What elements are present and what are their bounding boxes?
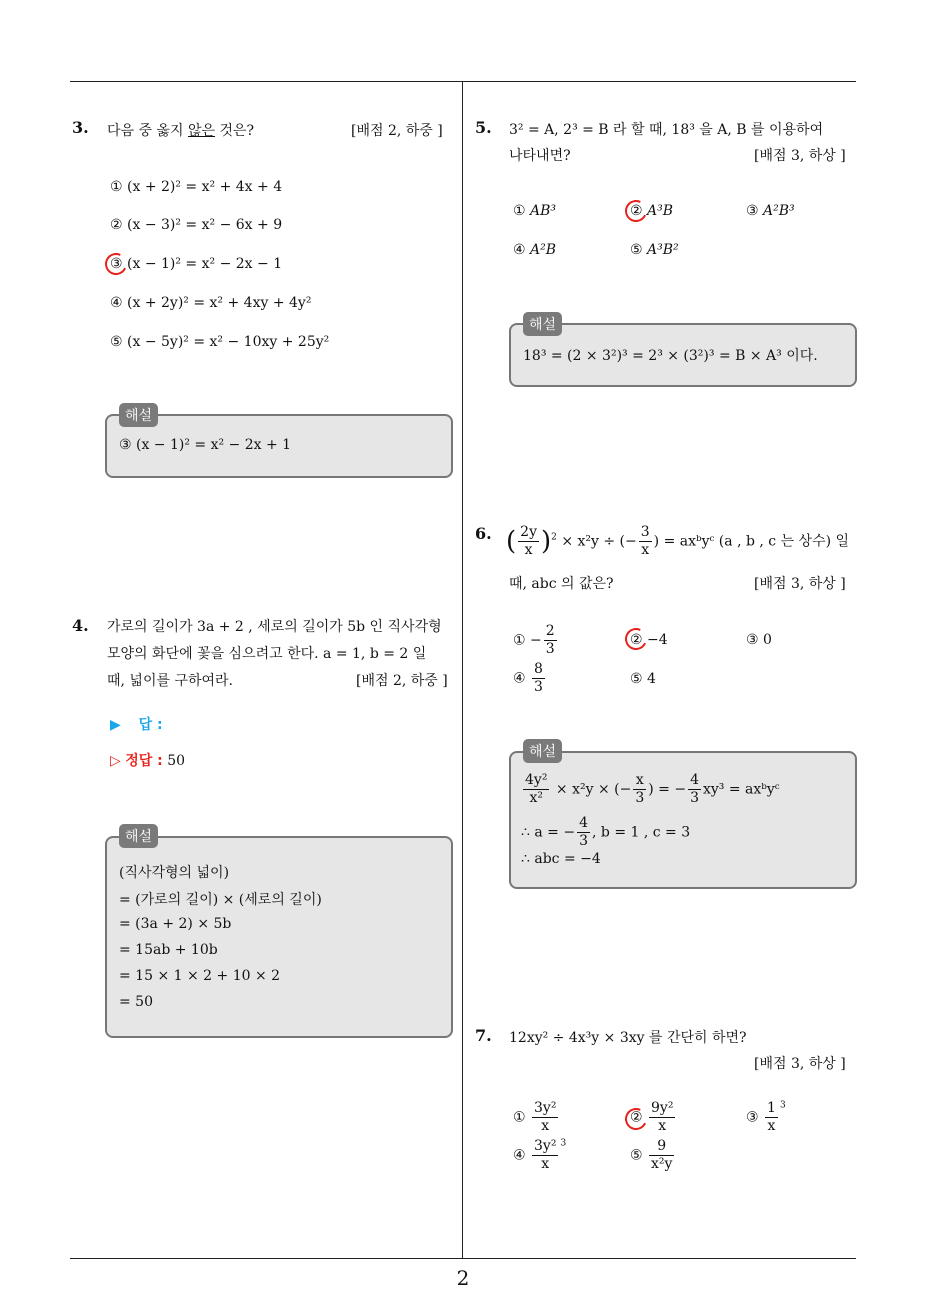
expression-part: × x²y × (−	[555, 781, 632, 798]
question-number: 6.	[475, 524, 492, 543]
choice-mark: ①	[513, 203, 526, 219]
fraction	[532, 1100, 558, 1135]
fraction-denominator: 3	[545, 641, 555, 657]
fraction	[577, 815, 590, 850]
fraction-denominator: x	[767, 1118, 776, 1134]
fraction-denominator: x²	[529, 790, 543, 806]
choice-expr: A³B	[647, 203, 674, 219]
fraction-denominator: x	[641, 542, 650, 558]
choice-mark: ①	[110, 179, 123, 195]
choice-mark: ④	[110, 295, 123, 311]
underlined-word: 않은	[187, 123, 216, 139]
expression-part: ∴ a = −	[521, 824, 576, 841]
question-line-2: 때, abc 의 값은?	[509, 576, 614, 592]
explanation-label: 해설	[523, 739, 562, 763]
choice-3[interactable]	[746, 203, 795, 219]
choice-expr: 4	[647, 671, 656, 687]
choice-mark: ④	[513, 670, 526, 687]
close-paren: )	[540, 526, 552, 557]
correct-value: 50	[167, 753, 186, 769]
fraction	[532, 661, 545, 696]
choice-2[interactable]	[630, 203, 673, 219]
choice-mark: ②	[630, 1109, 643, 1126]
explanation-line: = 15 × 1 × 2 + 10 × 2	[119, 968, 281, 984]
choice-2[interactable]	[630, 632, 668, 648]
explanation-label: 해설	[119, 824, 158, 848]
score-meta: [배점 2, 하중 ]	[351, 123, 443, 139]
fraction-numerator: 3	[640, 524, 650, 540]
fraction	[688, 772, 701, 807]
answer-row	[110, 714, 163, 734]
question-line-1	[506, 524, 849, 559]
question-number: 5.	[475, 118, 492, 137]
choice-expr: (x − 3)² = x² − 6x + 9	[127, 217, 283, 233]
choice-5[interactable]	[630, 242, 679, 258]
score-meta: [배점 3, 하상 ]	[754, 148, 846, 164]
expression-part: , b = 1 , c = 3	[592, 824, 691, 841]
fraction-numerator: 4y²	[525, 772, 548, 788]
explanation-line: = 50	[119, 994, 153, 1010]
choice-expr: A²B	[530, 242, 557, 258]
question-text-part: 것은?	[215, 123, 255, 139]
question-text: 12xy² ÷ 4x³y × 3xy 를 간단히 하면?	[509, 1030, 747, 1046]
explanation-line: = (3a + 2) × 5b	[119, 916, 232, 932]
choice-4[interactable]	[110, 295, 311, 311]
question-line-2: 나타내면?	[509, 148, 571, 164]
fraction-numerator: 3y²	[534, 1100, 557, 1116]
explanation-text: 18³ = (2 × 3²)³ = 2³ × (3²)³ = B × A³ 이다.	[523, 348, 818, 364]
answer-label: 답 :	[138, 717, 163, 733]
open-paren: (	[506, 526, 517, 557]
question-line-1: 가로의 길이가 3a + 2 , 세로의 길이가 5b 인 직사각형	[107, 619, 442, 635]
question-number: 4.	[72, 616, 89, 635]
choice-mark: ⑤	[630, 242, 643, 258]
fraction-denominator: x²y	[651, 1156, 673, 1172]
explanation-label: 해설	[119, 403, 158, 427]
choice-1[interactable]	[513, 203, 556, 219]
choice-3[interactable]	[110, 256, 282, 272]
fraction-denominator: x	[524, 542, 533, 558]
exponent: 3	[560, 1138, 567, 1149]
expression-part: ) = axᵇyᶜ (a , b , c 는 상수) 일	[653, 533, 850, 550]
choice-mark: ③	[746, 1109, 759, 1126]
choice-4[interactable]	[513, 242, 556, 258]
fraction	[518, 524, 539, 559]
explanation-label: 해설	[523, 312, 562, 336]
choice-mark: ③	[746, 203, 759, 219]
choice-mark: ④	[513, 242, 526, 258]
choice-1[interactable]	[110, 179, 282, 195]
fraction-numerator: 4	[690, 772, 699, 788]
choice-2[interactable]	[630, 1100, 677, 1135]
choice-4[interactable]	[513, 661, 547, 696]
choice-mark: ③	[110, 256, 123, 272]
fraction	[523, 772, 549, 807]
choice-mark: ⑤	[630, 1147, 643, 1164]
choice-mark: ①	[513, 1109, 526, 1126]
fraction-denominator: 3	[690, 790, 699, 806]
choice-expr: (x − 5y)² = x² − 10xy + 25y²	[127, 334, 330, 350]
question-text	[107, 120, 254, 140]
question-text-part: 다음 중 옳지	[107, 123, 188, 139]
choice-mark: ②	[110, 217, 123, 233]
fraction-denominator: x	[541, 1156, 550, 1172]
fraction	[639, 524, 652, 559]
minus-sign: −	[530, 632, 542, 649]
choice-1[interactable]	[513, 1100, 560, 1135]
choice-5[interactable]	[630, 1138, 676, 1173]
fraction-numerator: x	[633, 772, 646, 790]
fraction-denominator: x	[541, 1118, 550, 1134]
expression-part: × x²y ÷ (−	[561, 533, 637, 550]
question-number: 3.	[72, 118, 89, 137]
play-triangle-icon: ▶	[110, 717, 121, 733]
choice-mark: ①	[513, 632, 526, 649]
explanation-line-1	[521, 772, 780, 807]
exponent: 2	[551, 532, 557, 543]
choice-4[interactable]	[513, 1138, 566, 1173]
question-line-1: 3² = A, 2³ = B 라 할 때, 18³ 을 A, B 를 이용하여	[509, 122, 824, 138]
explanation-line: (직사각형의 넓이)	[119, 865, 230, 881]
top-rule	[70, 81, 856, 82]
correct-answer-row	[110, 750, 185, 770]
choice-expr: 0	[763, 632, 772, 648]
score-meta: [배점 2, 하중 ]	[356, 673, 448, 689]
choice-expr: AB³	[530, 203, 557, 219]
choice-mark: ③	[746, 632, 759, 648]
choice-expr: (x + 2y)² = x² + 4xy + 4y²	[127, 295, 312, 311]
bottom-rule	[70, 1258, 856, 1259]
outline-triangle-icon: ▷	[110, 753, 121, 769]
question-number: 7.	[475, 1026, 492, 1045]
fraction-denominator: x	[658, 1118, 667, 1134]
fraction-numerator: 2	[545, 623, 555, 639]
expression-part: ) = −	[648, 781, 687, 798]
question-line-3: 때, 넓이를 구하여라.	[107, 673, 233, 689]
exponent: 3	[779, 1100, 786, 1111]
fraction	[544, 623, 557, 658]
explanation-line: = (가로의 길이) × (세로의 길이)	[119, 892, 322, 908]
explanation-line-3: ∴ abc = −4	[521, 851, 601, 867]
fraction	[649, 1138, 674, 1173]
choice-3[interactable]	[746, 1100, 786, 1135]
fraction-numerator: 2y	[520, 524, 537, 540]
correct-label: 정답 :	[125, 753, 163, 769]
fraction-numerator: 3y²	[534, 1138, 557, 1154]
choice-mark: ⑤	[110, 334, 123, 350]
expression-part: xy³ = axᵇyᶜ	[702, 781, 780, 798]
page-number: 2	[456, 1266, 470, 1290]
choice-mark: ②	[630, 632, 643, 648]
score-meta: [배점 3, 하상 ]	[754, 576, 846, 592]
score-meta: [배점 3, 하상 ]	[754, 1056, 846, 1072]
explanation-text: ③ (x − 1)² = x² − 2x + 1	[119, 437, 292, 453]
fraction	[633, 772, 646, 807]
choice-expr: −4	[647, 632, 668, 648]
choice-mark: ②	[630, 203, 643, 219]
fraction-numerator: 4	[579, 815, 588, 831]
choice-5[interactable]	[110, 334, 329, 350]
question-line-2: 모양의 화단에 꽃을 심으려고 한다. a = 1, b = 2 일	[107, 646, 427, 662]
explanation-line: = 15ab + 10b	[119, 942, 218, 958]
fraction-denominator: 3	[635, 790, 645, 806]
choice-5[interactable]	[630, 671, 656, 687]
fraction-denominator: 3	[579, 833, 588, 849]
choice-2[interactable]	[110, 217, 282, 233]
fraction	[649, 1100, 675, 1135]
fraction	[532, 1138, 558, 1173]
choice-mark: ⑤	[630, 671, 643, 687]
choice-expr: A²B³	[763, 203, 795, 219]
fraction-numerator: 9y²	[651, 1100, 674, 1116]
choice-expr: (x − 1)² = x² − 2x − 1	[127, 256, 283, 272]
fraction-denominator: 3	[534, 679, 543, 695]
choice-3[interactable]	[746, 632, 772, 648]
explanation-line-2	[521, 815, 690, 850]
choice-expr: (x + 2)² = x² + 4x + 4	[127, 179, 283, 195]
choice-1[interactable]	[513, 623, 559, 658]
column-divider	[462, 82, 463, 1258]
fraction-numerator: 8	[534, 661, 543, 677]
fraction	[765, 1100, 778, 1135]
choice-expr: A³B²	[647, 242, 679, 258]
choice-mark: ④	[513, 1147, 526, 1164]
fraction-numerator: 9	[649, 1138, 674, 1156]
fraction-numerator: 1	[767, 1100, 776, 1116]
